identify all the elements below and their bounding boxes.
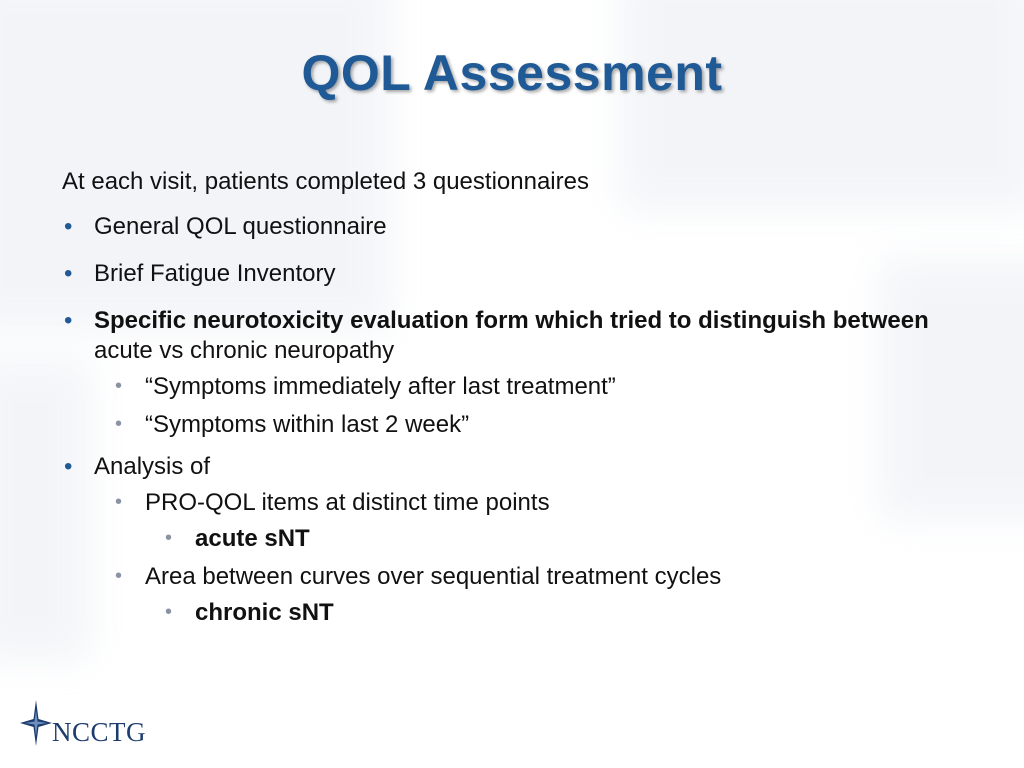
sub-bullet-icon: • — [115, 491, 123, 513]
sub-sub-bullet-item — [145, 524, 992, 554]
sub-sub-bullet-text: acute sNT — [195, 525, 310, 552]
sub-sub-bullet-item — [145, 598, 992, 628]
sub-bullet-icon: • — [115, 375, 123, 397]
bullet-item — [62, 452, 992, 628]
sub-sub-bullet-list — [145, 524, 992, 554]
slide-content — [62, 166, 992, 645]
bullet-item — [62, 212, 992, 242]
star-icon — [20, 700, 52, 746]
bullet-item — [62, 259, 992, 289]
sub-bullet-icon: • — [115, 565, 123, 587]
slide-title: QOL Assessment — [301, 45, 723, 101]
sub-bullet-item — [95, 372, 992, 402]
sub-sub-bullet-icon: • — [165, 601, 173, 623]
sub-bullet-list — [94, 488, 992, 628]
sub-bullet-item — [95, 410, 992, 440]
sub-sub-bullet-icon: • — [165, 527, 173, 549]
sub-bullet-text: “Symptoms immediately after last treatment” — [145, 373, 616, 400]
ncctg-logo — [20, 700, 190, 748]
bullet-list — [62, 212, 992, 628]
sub-sub-bullet-text: chronic sNT — [195, 599, 334, 626]
bullet-icon: • — [64, 260, 73, 287]
bullet-icon: • — [64, 453, 73, 480]
sub-bullet-item — [95, 488, 992, 554]
intro-text: At each visit, patients completed 3 questionnaires — [62, 168, 589, 195]
sub-bullet-list — [94, 372, 992, 440]
logo-text: NCCTG — [52, 717, 147, 747]
sub-bullet-text: “Symptoms within last 2 week” — [145, 411, 470, 438]
bullet-text: Brief Fatigue Inventory — [94, 260, 336, 287]
bullet-item — [62, 306, 992, 440]
bullet-icon: • — [64, 307, 73, 334]
bullet-text: General QOL questionnaire — [94, 213, 387, 240]
sub-sub-bullet-list — [145, 598, 992, 628]
bullet-bold-text: Specific neurotoxicity evaluation form which tried to distinguish between — [94, 307, 929, 334]
bullet-icon: • — [64, 213, 73, 240]
sub-bullet-text: Area between curves over sequential treatment cycles — [145, 563, 722, 590]
bullet-text: Analysis of — [94, 453, 211, 480]
bullet-text: acute vs chronic neuropathy — [94, 337, 395, 364]
sub-bullet-item — [95, 562, 992, 628]
sub-bullet-text: PRO-QOL items at distinct time points — [145, 489, 550, 516]
sub-bullet-icon: • — [115, 413, 123, 435]
